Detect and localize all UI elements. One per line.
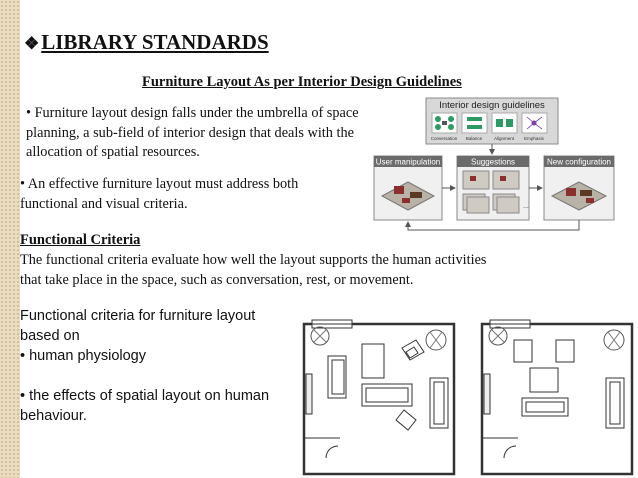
- bullet-space-planning: • Furniture layout design falls under the umbrella of space planning, a sub-field of interior design that deals with the allocation of spatial resources.: [26, 105, 359, 160]
- floor-plan-after: [482, 320, 632, 474]
- guidelines-header: Interior design guidelines: [439, 100, 545, 111]
- conversation-icon: [432, 113, 457, 133]
- decorative-side-stripe: [0, 0, 20, 478]
- icon-caption: Alignment: [493, 136, 515, 141]
- new-configuration-panel: [544, 156, 614, 220]
- slide-subtitle: Furniture Layout As per Interior Design Guidelines: [142, 74, 462, 90]
- list-item-physiology: • human physiology: [20, 348, 146, 364]
- functional-criteria-text: The functional criteria evaluate how well the layout supports the human activities that take place in the space, such as conversation, rest, or movement.: [20, 252, 487, 288]
- svg-text:...: ...: [523, 203, 529, 210]
- suggestions-panel: [457, 156, 529, 220]
- list-spacer: [20, 366, 290, 386]
- list-line: based on: [20, 328, 80, 344]
- svg-text:New configuration: New configuration: [546, 157, 612, 167]
- interior-design-guidelines-diagram: [372, 96, 617, 236]
- svg-text:User manipulation: User manipulation: [375, 157, 441, 167]
- diamond-bullet-icon: ❖: [24, 34, 40, 53]
- list-item-spatial-layout: • the effects of spatial layout on human: [20, 388, 270, 404]
- user-manipulation-panel: [374, 156, 442, 220]
- icon-caption: Conversation: [430, 136, 458, 141]
- functional-criteria-list: [20, 306, 290, 426]
- list-line: Functional criteria for furniture layout: [20, 308, 256, 324]
- icon-caption: Balance: [465, 136, 483, 141]
- functional-criteria-heading: Functional Criteria: [20, 232, 141, 248]
- slide-title: [24, 30, 269, 55]
- floor-plan-drawings: [300, 318, 638, 478]
- icon-caption: Emphasis: [524, 136, 544, 141]
- bullet-effective-layout: • An effective furniture layout must address both functional and visual criteria.: [20, 176, 299, 212]
- emphasis-icon: [522, 113, 547, 133]
- balance-icon: [462, 113, 487, 133]
- floor-plan-before: [304, 320, 454, 474]
- slide-title-text: LIBRARY STANDARDS: [41, 30, 269, 54]
- alignment-icon: [492, 113, 517, 133]
- list-line: behaviour.: [20, 408, 87, 424]
- svg-text:Suggestions: Suggestions: [470, 157, 516, 167]
